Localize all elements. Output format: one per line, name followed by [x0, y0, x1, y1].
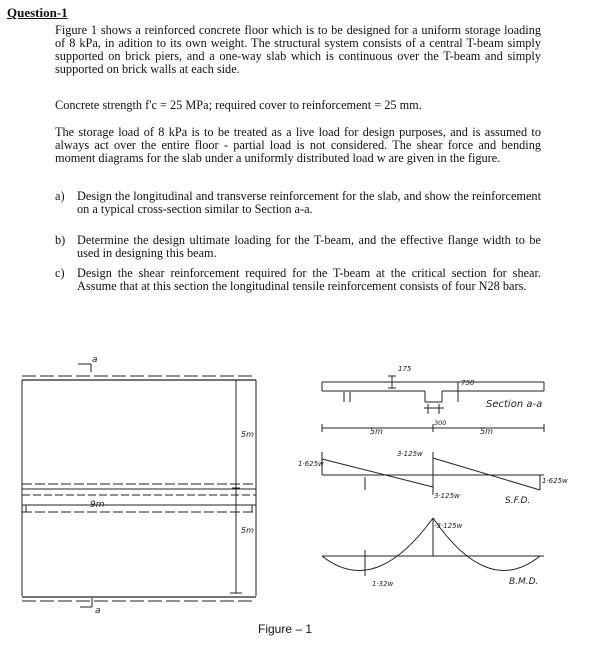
bmd-label: B.M.D.	[509, 577, 539, 587]
plan-span-lower: 5m	[241, 526, 254, 535]
item-label: c)	[55, 266, 65, 280]
sfd-mid-lower: 3·125w	[434, 492, 460, 500]
bmd-sag-value: 1·32w	[372, 580, 394, 588]
section-dim-175: 175	[398, 365, 412, 373]
storage-load-paragraph: The storage load of 8 kPa is to be treated as a live load for design purposes, and is assumed to always act over the entire floor - partial load is not considered. The shear force and bending moment diagrams for the slab under a uniformly distributed load w are given in the figure.	[55, 125, 541, 165]
section-dim-300: 300	[434, 419, 447, 427]
concrete-strength-line: Concrete strength f'c = 25 MPa; required cover to reinforcement = 25 mm.	[55, 98, 422, 112]
sfd-mid-upper: 3·125w	[397, 450, 423, 458]
question-heading: Question-1	[7, 5, 68, 20]
item-text: Design the shear reinforcement required for the T-beam at the critical section for shear. Assume that at this section the longitudinal tensile reinforcement consists of four N28 bars.	[77, 266, 541, 293]
bending-moment-diagram	[322, 518, 544, 576]
section-title: Section a-a	[486, 399, 543, 410]
item-label: a)	[55, 189, 65, 203]
item-label: b)	[55, 233, 66, 247]
plan-section-mark-top: a	[92, 355, 98, 365]
section-span-left: 5m	[370, 427, 383, 436]
plan-span-upper: 5m	[241, 430, 254, 439]
plan-section-mark-bottom: a	[95, 606, 101, 616]
section-span-right: 5m	[480, 427, 493, 436]
sfd-label: S.F.D.	[505, 496, 531, 506]
sfd-left-value: 1·625w	[298, 460, 324, 468]
shear-force-diagram	[322, 452, 544, 495]
bmd-peak-value: -3·125w	[434, 522, 463, 530]
intro-paragraph: Figure 1 shows a reinforced concrete floor which is to be designed for a uniform storage loading of 8 kPa, in adition to its own weight. The structural system consists of a central T-beam simply supported on brick piers, and a one-way slab which is continuous over the T-beam and simply supported on brick walls at each side.	[55, 23, 541, 76]
section-dim-750: 750	[461, 379, 475, 387]
figure-caption: Figure – 1	[258, 622, 313, 636]
item-text: Determine the design ultimate loading for the T-beam, and the effective flange width to be used in designing this beam.	[77, 233, 541, 260]
item-text: Design the longitudinal and transverse reinforcement for the slab, and show the reinforcement on a typical cross-section similar to Section a-a.	[77, 189, 541, 216]
sfd-right-value: 1·625w	[542, 477, 568, 485]
floor-plan	[22, 364, 256, 607]
plan-length: 9m	[90, 500, 105, 510]
